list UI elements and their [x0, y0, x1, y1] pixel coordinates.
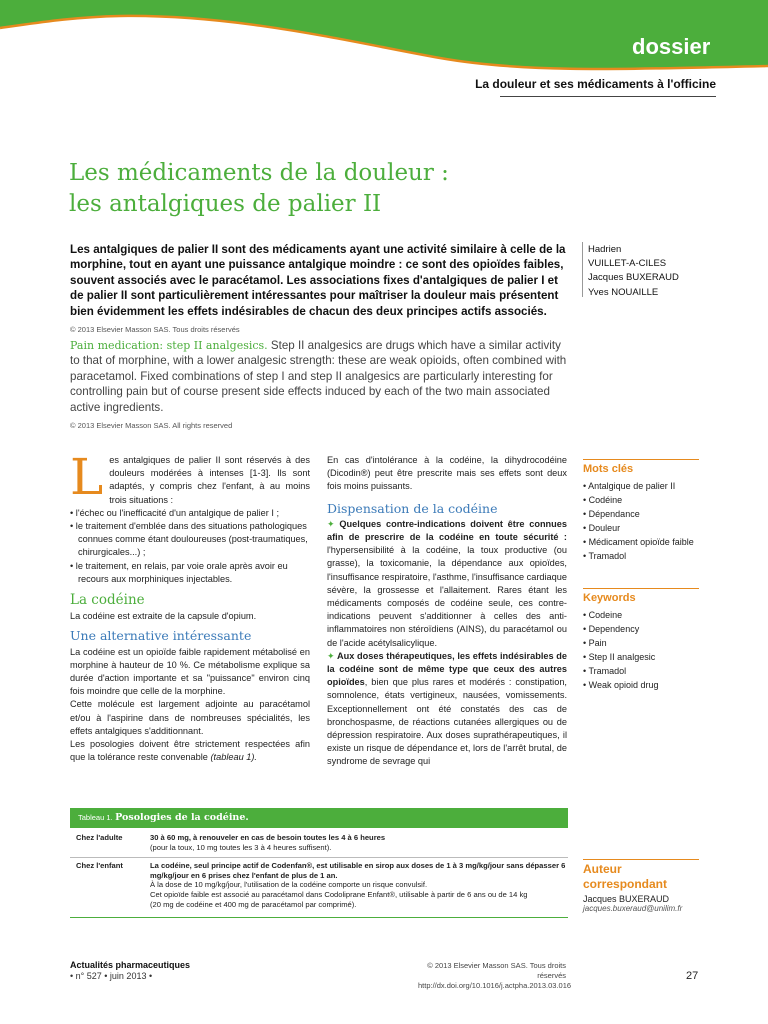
situations-list: [70, 507, 310, 586]
body-column-1: [70, 448, 310, 764]
section-label: dossier: [632, 34, 711, 59]
author-box-rule: [583, 859, 699, 860]
keyword-item: • Dépendance: [583, 509, 640, 519]
row-label: Chez l'enfant: [76, 861, 123, 871]
body-column-2: [327, 454, 567, 769]
author-box-heading: Auteur correspondant: [583, 862, 668, 891]
abstract-fr-text: Les antalgiques de palier II sont des médicaments ayant une activité similaire à celle de la morphine, tout en ayant une puissance antalgique moindre : ce sont des opioïdes faibles, souvent associés avec le paracétamol. Les associations fixes d'antalgiques de palier I et de palier II sont particulièrement intéressantes pour maîtriser la douleur mais présentent bien évidemment les effets indésirables de chacun des deux principes actifs associés.: [70, 243, 566, 318]
abstract-fr-copyright: © 2013 Elsevier Masson SAS. Tous droits réservés: [70, 325, 240, 335]
posology-table: [70, 830, 568, 914]
author-line: Yves NOUAILLE: [588, 286, 659, 298]
table-bottom-rule: [70, 917, 568, 918]
keyword-item: • Antalgique de palier II: [583, 481, 676, 491]
authors-divider: [582, 242, 583, 297]
drop-cap: L: [70, 448, 104, 506]
keyword-item: • Dependency: [583, 624, 640, 634]
alt-paragraph-3: Les posologies doivent être strictement respectées afin que la tolérance reste convenable (tableau 1).: [70, 739, 310, 763]
star-bullet-icon: ✦: [327, 650, 335, 661]
author-name: Jacques BUXERAUD: [583, 894, 670, 904]
intolerance-paragraph: En cas d'intolérance à la codéine, la dihydrocodéine (Dicodin®) peut être prescrite mais ses effets sont deux fois moins puissants.: [327, 455, 567, 492]
abstract-en-body: [70, 338, 568, 415]
side-effects-paragraph: ✦ Aux doses thérapeutiques, les effets indésirables de la codéine sont de même type que ceux des autres opioïdes, bien que plus rares et modérés : constipation, somnolence, états vertigineux, nausées, vomissements. Exceptionnellement ont été constatés des cas de bronchospasme, de réactions cutanées allergiques ou de dépression respiratoire. Aux doses suprathérapeutiques, il existe un risque de dépendance et, lors de l'arrêt brutal, de syndrome de sevrage qui: [327, 650, 567, 767]
contraindications-paragraph: ✦ Quelques contre-indications doivent être connues afin de prescrire de la codéine en toute sécurité : l'hypersensibilité à la codéine, la toux productive (ou grasse), la toxicomanie, la dépendance aux opioïdes, l'insuffisance respiratoire, l'asthme, l'insuffisance cardiaque sévère, la grossesse et l'allaitement. Rares étant les médicaments composés de codéine seule, ces contre-indications peuvent s'additionner à celles des anti-inflammatoires non stéroïdiens (AINS), du paracétamol ou de l'acide acétylsalicylique.: [327, 518, 567, 648]
page-number: 27: [686, 970, 699, 982]
keywords-en-rule: [583, 588, 699, 589]
keyword-item: • Weak opioid drug: [583, 680, 659, 690]
keyword-item: • Tramadol: [583, 666, 627, 676]
abstract-en: [70, 338, 568, 433]
keywords-fr: [583, 462, 699, 563]
intro-paragraph: Les antalgiques de palier II sont réservés à des douleurs modérées à intenses [1-3]. Ils sont adaptés, y compris chez l'enfant, à au moins trois situations :: [70, 448, 310, 506]
abstract-fr: [70, 242, 568, 337]
keyword-item: • Médicament opioïde faible: [583, 537, 694, 547]
article-title: [69, 158, 589, 220]
header-rule: [500, 96, 716, 97]
table-row: [70, 830, 568, 858]
heading-dispensation: Dispensation de la codéine: [327, 500, 498, 516]
list-item: • le traitement, en relais, par voie orale après avoir eu recours aux morphiniques injectables.: [70, 560, 288, 584]
heading-codeine: La codéine: [70, 592, 145, 609]
keyword-item: • Codeine: [583, 610, 623, 620]
corresponding-author: [583, 862, 699, 913]
abstract-en-copyright: © 2013 Elsevier Masson SAS. All rights reserved: [70, 421, 233, 431]
section-subtitle: La douleur et ses médicaments à l'officine: [475, 77, 716, 91]
abstract-en-text: Step II analgesics are drugs which have a similar activity to that of morphine, with a lower analgesic strength: these are weak opioids, often combined with paracetamol. Fixed combinations of step I and step II analgesics are particularly interesting for controlling pain but of course present side effects induced by each of the two main associated active ingredients.: [70, 339, 567, 414]
authors-list: [588, 243, 679, 300]
footer-copyright: © 2013 Elsevier Masson SAS. Tous droits réservés http://dx.doi.org/10.1016/j.actpha.2013.03.016: [418, 961, 572, 990]
heading-alternative: Une alternative intéressante: [70, 628, 252, 644]
title-line-1: Les médicaments de la douleur :: [69, 160, 449, 186]
alt-paragraph-1: La codéine est un opioïde faible rapidement métabolisé en morphine à hauteur de 10 %. Ce métabolisme explique sa durée d'action importante et sa "puissance" environ cinq fois moindre que celle de la morphine.: [70, 646, 310, 697]
keyword-item: • Codéine: [583, 495, 623, 505]
doi-link[interactable]: http://dx.doi.org/10.1016/j.actpha.2013.03.016: [418, 981, 572, 990]
keywords-en-heading: Keywords: [583, 592, 636, 604]
table-header: [70, 808, 568, 828]
journal-name: Actualités pharmaceutiques: [70, 960, 191, 970]
row-value: La codéine, seul principe actif de Codenfan®, est utilisable en sirop aux doses de 1 à 3 mg/kg/jour sans dépasser 6 mg/kg/jour en 6 prises chez l'enfant de plus de 1 an. À la dose de 10 mg/kg/jour, l'utilisation de la codéine comporte un risque convulsif. Cet opioïde faible est associé au paracétamol dans Codoliprane Enfant®, utilisable à partir de 6 ans ou de 14 kg (20 mg de codéine et 400 mg de paracétamol par comprimé).: [150, 861, 566, 909]
list-item: • le traitement d'emblée dans des situations pathologiques connues comme étant douloureuses (post-traumatiques, chirurgicales...) ;: [70, 521, 308, 558]
keyword-item: • Tramadol: [583, 551, 627, 561]
keyword-item: • Douleur: [583, 523, 621, 533]
star-bullet-icon: ✦: [327, 518, 335, 529]
keywords-en: [583, 591, 699, 692]
footer-journal: [70, 960, 190, 981]
keywords-fr-heading: Mots clés: [583, 463, 634, 475]
keyword-item: • Pain: [583, 638, 607, 648]
author-line: VUILLET-A-CILES: [588, 258, 667, 270]
codeine-paragraph: La codéine est extraite de la capsule d'opium.: [70, 611, 257, 622]
table-label: Tableau 1.: [78, 813, 113, 822]
table-title: Posologies de la codéine.: [115, 812, 249, 823]
alt-paragraph-2: Cette molécule est largement adjointe au paracétamol et/ou à l'aspirine dans de nombreuses spécialités, les effets antalgiques s'additionnant.: [70, 699, 310, 736]
keywords-rule: [583, 459, 699, 460]
author-line: Hadrien: [588, 244, 622, 255]
title-line-2: les antalgiques de palier II: [69, 191, 382, 217]
keyword-item: • Step II analgesic: [583, 652, 656, 662]
row-value: 30 à 60 mg, à renouveler en cas de besoin toutes les 4 à 6 heures (pour la toux, 10 mg toutes les 3 à 4 heures suffisent).: [150, 833, 386, 852]
table-reference[interactable]: (tableau 1).: [210, 752, 257, 763]
abstract-en-lead: Pain medication: step II analgesics.: [70, 339, 268, 352]
list-item: • l'échec ou l'inefficacité d'un antalgique de palier I ;: [70, 507, 280, 518]
table-row: [70, 858, 568, 914]
author-email[interactable]: jacques.buxeraud@unilim.fr: [583, 904, 683, 913]
journal-issue: • n° 527 • juin 2013 •: [70, 971, 153, 981]
row-label: Chez l'adulte: [76, 833, 123, 842]
author-line: Jacques BUXERAUD: [588, 272, 679, 284]
